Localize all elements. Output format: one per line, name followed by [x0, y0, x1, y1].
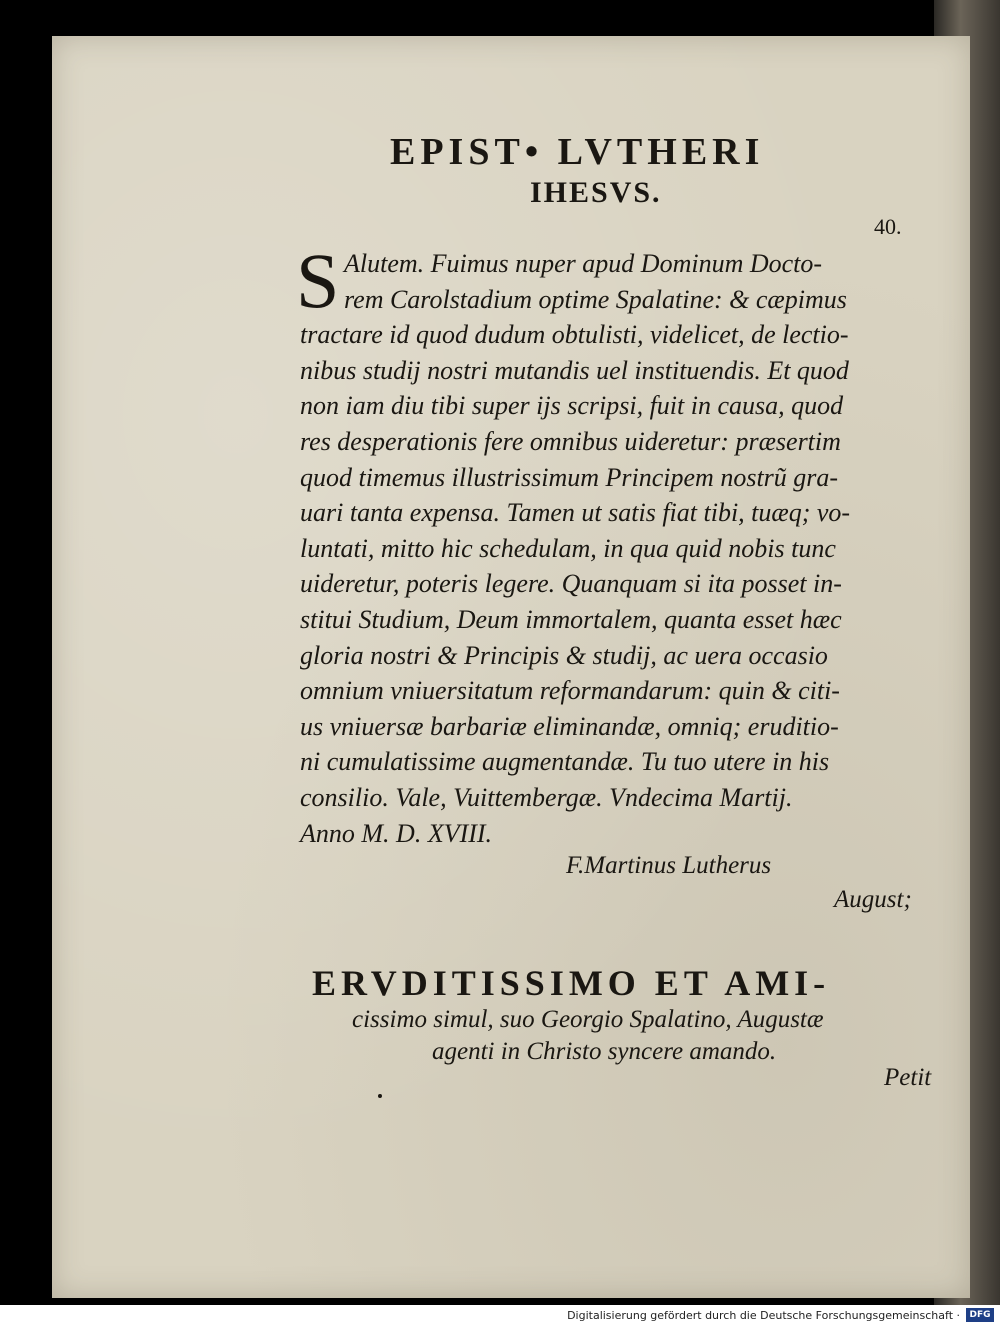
body-line: tractare id quod dudum obtulisti, videlicet, de lectio‐ [300, 320, 849, 350]
page-number: 40. [874, 214, 902, 239]
body-line: non iam diu tibi super ijs scripsi, fuit in causa, quod [300, 391, 844, 421]
body-line: stitui Studium, Deum immortalem, quanta esset hæc [300, 604, 842, 634]
signature: F.Martinus Lutherus [566, 852, 772, 879]
decorated-initial: S [296, 237, 340, 324]
body-line: res desperationis fere omnibus uideretur: præsertim [300, 426, 841, 456]
body-line: omnium vniuersitatum reformandarum: quin & citi‐ [300, 676, 840, 706]
body-line: uari tanta expensa. Tamen ut satis fiat tibi, tuæq; vo‐ [300, 498, 851, 528]
body-line: nibus studij nostri mutandis uel instituendis. Et quod [300, 355, 849, 385]
body-line: uideretur, poteris legere. Quanquam si ita posset in‐ [300, 569, 842, 599]
body-line: Anno M. D. XVIII. [300, 818, 493, 848]
body-line: ni cumulatissime augmentandæ. Tu tuo utere in his [300, 747, 830, 777]
address-line: cissimo simul, suo Georgio Spalatino, Augustæ [352, 1006, 824, 1033]
running-head: EPIST• LVTHERI [390, 131, 765, 173]
body-line: consilio. Vale, Vuittembergæ. Vndecima Martij. [300, 782, 793, 812]
funding-credit: Digitalisierung gefördert durch die Deutsche Forschungsgemeinschaft · [567, 1309, 960, 1322]
address-line: agenti in Christo syncere amando. [432, 1038, 777, 1065]
address-heading: ERVDITISSIMO ET AMI‐ [312, 963, 831, 1003]
body-line: rem Carolstadium optime Spalatine: & cæpimus [344, 284, 847, 314]
body-line: luntati, mitto hic schedulam, in qua quid nobis tunc [300, 533, 836, 563]
sub-head: IHESVS. [530, 176, 662, 209]
body-line: Alutem. Fuimus nuper apud Dominum Docto‐ [344, 249, 823, 278]
dfg-logo: DFG [966, 1308, 994, 1322]
signature-title: August; [834, 886, 912, 913]
catchword: Petit [884, 1064, 932, 1091]
body-line: gloria nostri & Principis & studij, ac uera occasio [300, 640, 828, 670]
body-line: quod timemus illustrissimum Principem nostrũ gra‐ [300, 462, 839, 492]
letter-body [300, 246, 940, 851]
ink-speck [378, 1094, 382, 1098]
body-line: us vniuersæ barbariæ eliminandæ, omniq; eruditio‐ [300, 711, 839, 741]
